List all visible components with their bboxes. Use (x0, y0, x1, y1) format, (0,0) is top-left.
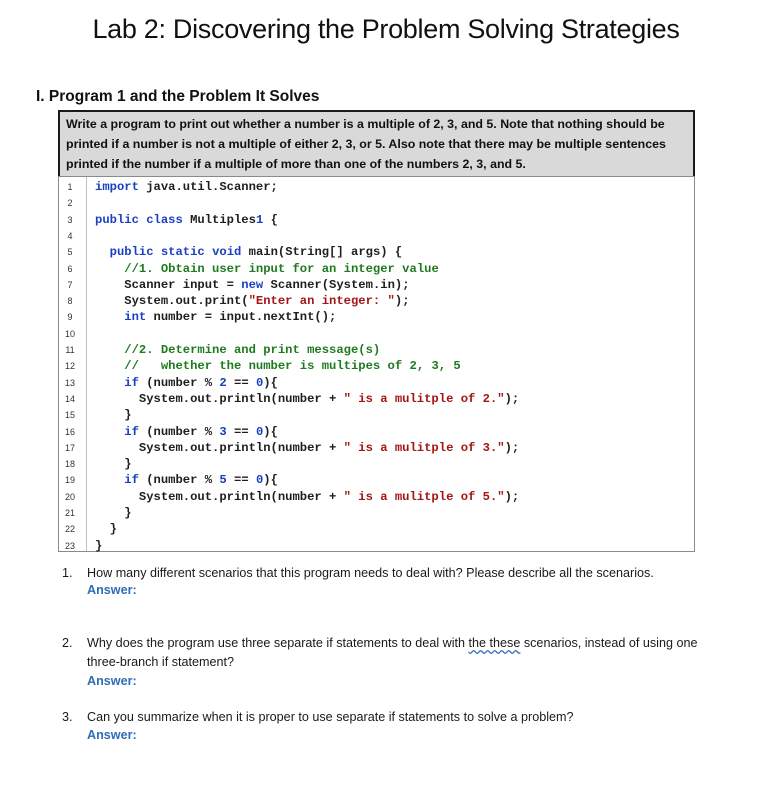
line-number: 12 (64, 361, 75, 372)
question-number: 2. (62, 636, 73, 650)
line-number: 20 (64, 491, 75, 502)
code-text: //2. Determine and print message(s) (124, 343, 381, 357)
grammar-flagged-phrase: the these (468, 636, 521, 650)
code-text: } (95, 408, 132, 423)
answer-label: Answer: (87, 583, 137, 597)
line-number: 10 (64, 328, 75, 339)
question-number: 1. (62, 566, 73, 580)
code-text: System.out.println(number + " is a mulitple of 3."); (95, 440, 520, 455)
line-number: 22 (64, 524, 75, 535)
problem-statement-box: Write a program to print out whether a number is a multiple of 2, 3, and 5. Note that nothing should be printed if a number is not a multiple of either 2, 3, or 5. Also note that there may be multiple sentences printed if the number if a multiple of more than one of the numbers 2, 3, and 5. (58, 110, 695, 179)
code-text: } (95, 457, 132, 472)
code-text: } (95, 506, 132, 520)
code-text: public static void main(String[] args) { (109, 245, 403, 260)
question-text (87, 634, 727, 672)
line-number: 1 (67, 182, 73, 192)
line-number: 13 (64, 377, 75, 388)
line-number-gutter-divider (86, 177, 87, 551)
section-heading: I. Program 1 and the Problem It Solves (36, 88, 320, 105)
code-text: System.out.println(number + " is a mulitple of 5."); (95, 489, 520, 504)
document-title: Lab 2: Discovering the Problem Solving Strategies (92, 14, 680, 44)
code-text: } (95, 538, 103, 553)
code-text: Scanner input = new Scanner(System.in); (95, 277, 410, 292)
line-number: 14 (64, 393, 75, 404)
line-number: 2 (67, 198, 73, 209)
line-number: 23 (64, 540, 75, 551)
code-text: import java.util.Scanner; (95, 180, 278, 194)
question-text: Can you summarize when it is proper to use separate if statements to solve a problem? (87, 710, 574, 724)
code-text: public class Multiples1 { (95, 212, 278, 227)
code-text: if (number % 3 == 0){ (124, 424, 278, 439)
line-number: 18 (64, 459, 75, 470)
line-number: 3 (67, 214, 73, 225)
line-number: 21 (64, 508, 75, 518)
code-text: //1. Obtain user input for an integer value (124, 261, 439, 276)
code-text: } (95, 522, 117, 537)
code-text: System.out.println(number + " is a mulitple of 2."); (95, 391, 520, 406)
line-number: 16 (64, 426, 75, 437)
line-number: 19 (64, 475, 75, 486)
question-text-part: Why does the program use three separate if statements to deal with (87, 636, 469, 650)
code-text: // whether the number is multipes of 2, 3, 5 (124, 359, 461, 374)
question-text-part: scenarios, instead of using one three-branch if statement? (87, 636, 698, 669)
line-number: 8 (67, 296, 73, 307)
line-number: 6 (67, 263, 73, 274)
line-number: 11 (65, 345, 75, 355)
code-text: System.out.print("Enter an integer: "); (95, 294, 410, 309)
line-number: 15 (64, 410, 75, 421)
line-number: 4 (67, 230, 73, 241)
code-text: if (number % 5 == 0){ (124, 473, 278, 488)
line-number: 17 (64, 442, 75, 453)
line-number: 7 (67, 279, 73, 290)
line-number: 5 (67, 247, 73, 258)
question-number: 3. (62, 710, 73, 724)
question-text: How many different scenarios that this program needs to deal with? Please describe all the scenarios. (87, 566, 654, 580)
code-listing (58, 176, 695, 552)
answer-label: Answer: (87, 728, 137, 742)
code-text: int number = input.nextInt(); (124, 310, 337, 325)
code-text: if (number % 2 == 0){ (124, 375, 278, 390)
line-number: 9 (67, 312, 73, 323)
answer-label: Answer: (87, 674, 137, 688)
